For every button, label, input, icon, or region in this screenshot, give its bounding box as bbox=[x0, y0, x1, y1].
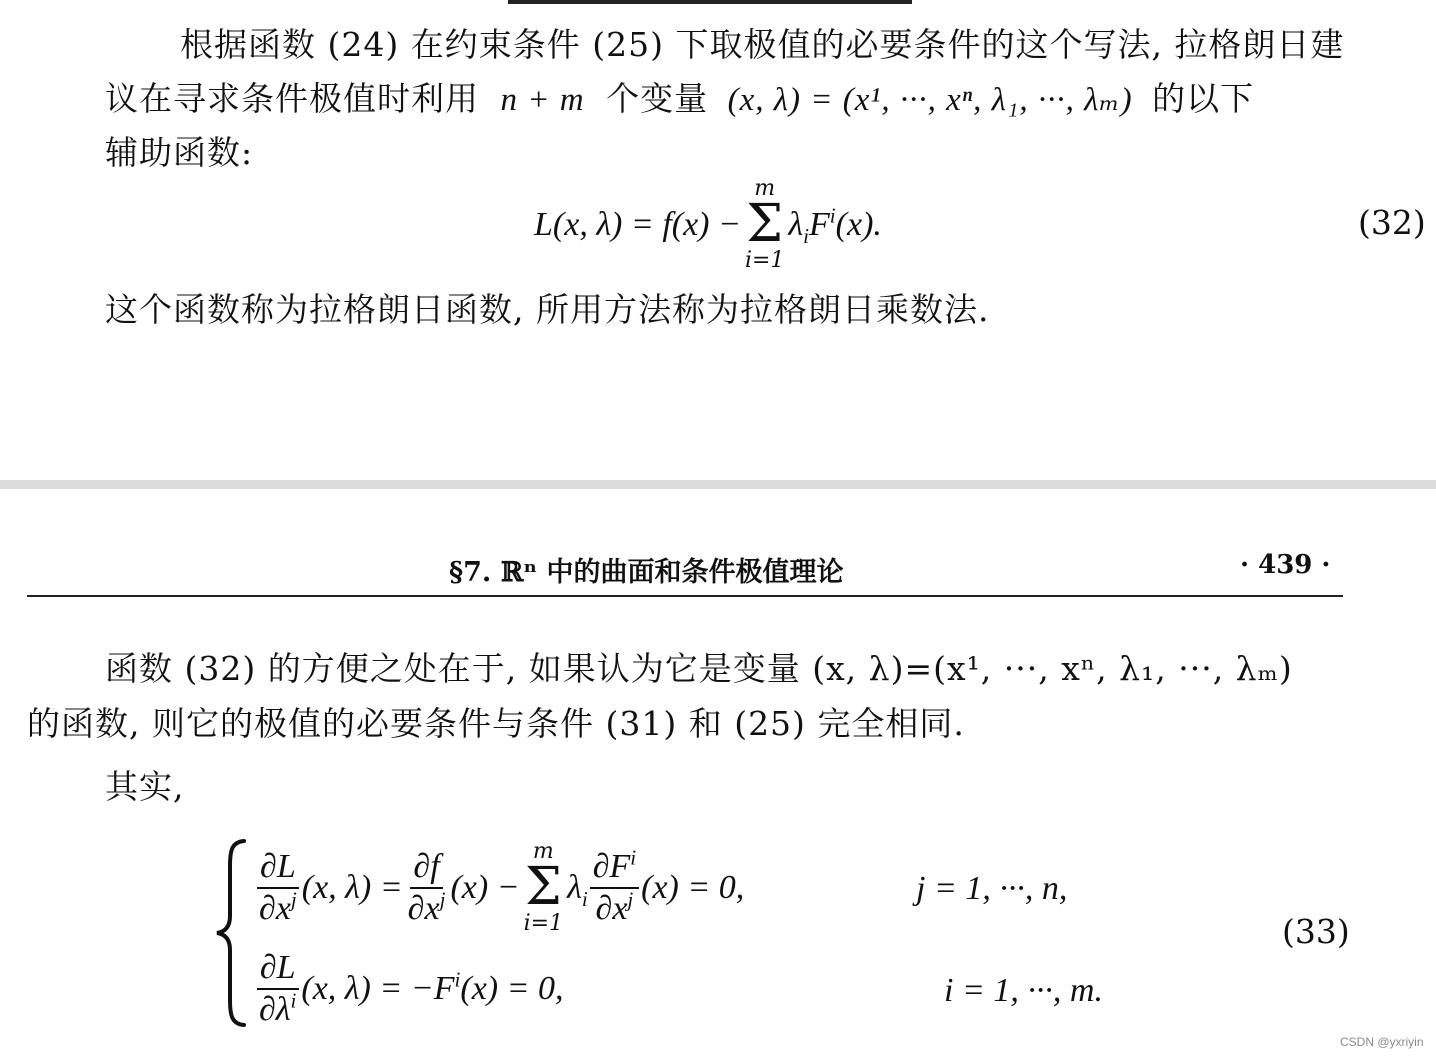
page-separator bbox=[0, 480, 1436, 489]
paragraph-1-line-2-mid: 个变量 bbox=[606, 79, 709, 118]
eq32-lhs: L(x, λ) = f(x) − bbox=[534, 206, 741, 243]
paragraph-3-line-2: 的函数, 则它的极值的必要条件与条件 (31) 和 (25) 完全相同. bbox=[27, 704, 965, 743]
sigma-symbol: Σ bbox=[746, 194, 784, 255]
paragraph-1-line-3: 辅助函数: bbox=[105, 133, 254, 172]
csdn-watermark: CSDN @yxriyin bbox=[1340, 1035, 1424, 1049]
equation-32-number: (32) bbox=[1358, 203, 1426, 242]
eq33-row2-rhs: (x, $\lambda) = -F^i(x) = 0$, bbox=[301, 967, 564, 1007]
eq32-summation bbox=[745, 178, 784, 271]
partial-L-over-partial-xj: $\frac{\partial L}{\partial x^j}$ bbox=[259, 848, 297, 927]
eq32-rhs: $\lambda_iF^i(x)$. bbox=[788, 203, 882, 248]
math-variable-tuple: (x, λ) = (x¹, ···, xⁿ, λ₁, ···, λₘ) bbox=[727, 82, 1133, 118]
eq33-summation bbox=[524, 841, 563, 934]
paragraph-1-line-2 bbox=[105, 79, 1255, 118]
eq33-row1-part-b: (x) − bbox=[450, 869, 520, 906]
eq33-lambda-i: $\lambda_i$ bbox=[567, 869, 588, 911]
equation-33-row-2 bbox=[254, 944, 564, 1034]
top-page-rule bbox=[508, 0, 912, 4]
eq33-row1-part-a: (x, λ) = bbox=[301, 869, 403, 906]
math-n-plus-m: n + m bbox=[500, 82, 585, 118]
header-rule bbox=[27, 595, 1343, 597]
eq33-sum-lower: i=1 bbox=[523, 910, 564, 936]
eq32-sum-upper: m bbox=[754, 176, 776, 202]
sigma-symbol: Σ bbox=[524, 857, 562, 918]
eq32-sum-lower: i=1 bbox=[744, 247, 785, 273]
equation-32 bbox=[534, 170, 882, 280]
paragraph-1-line-2-pre: 议在寻求条件极值时利用 bbox=[105, 79, 479, 118]
page-number: · 439 · bbox=[1240, 550, 1331, 580]
paragraph-4: 其实, bbox=[105, 767, 185, 806]
partial-L-over-partial-lambda-i: $\frac{\partial L}{\partial\lambda^i}$ bbox=[256, 950, 299, 1027]
eq33-row-1-condition: j = 1, ···, n, bbox=[916, 870, 1068, 907]
left-brace bbox=[214, 838, 248, 1028]
eq33-row-2-condition: i = 1, ···, m. bbox=[944, 972, 1103, 1009]
paragraph-1-line-1: 根据函数 (24) 在约束条件 (25) 下取极值的必要条件的这个写法, 拉格朗日建 bbox=[180, 25, 1345, 64]
eq33-sum-upper: m bbox=[532, 839, 554, 865]
paragraph-1-line-2-post: 的以下 bbox=[1152, 79, 1255, 118]
partial-Fi-over-partial-xj: $\frac{\partial F^i}{\partial x^j}$ bbox=[590, 849, 639, 926]
paragraph-3-line-1: 函数 (32) 的方便之处在于, 如果认为它是变量 (x, λ)=(x¹, ···, xⁿ, λ₁, ···, λₘ) bbox=[105, 649, 1293, 688]
running-header-title: §7. ℝⁿ 中的曲面和条件极值理论 bbox=[449, 557, 844, 588]
eq33-row1-part-c: (x) = 0, bbox=[641, 869, 745, 906]
equation-33-number: (33) bbox=[1282, 912, 1350, 951]
equation-33-row-1 bbox=[254, 838, 744, 938]
paragraph-2: 这个函数称为拉格朗日函数, 所用方法称为拉格朗日乘数法. bbox=[105, 290, 990, 329]
partial-f-over-partial-xj: $\frac{\partial f}{\partial x^j}$ bbox=[407, 848, 446, 927]
